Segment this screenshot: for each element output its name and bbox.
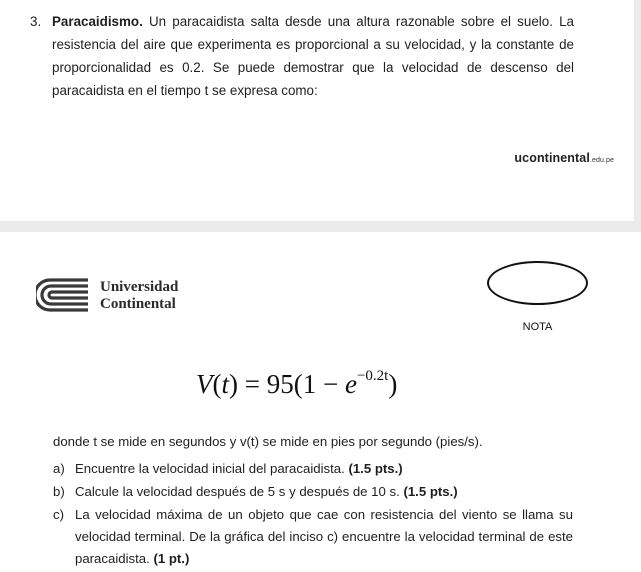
page-top <box>0 0 634 221</box>
question-letter: a) <box>53 461 65 476</box>
formula-e: e <box>344 369 357 399</box>
question-points: (1.5 pts.) <box>403 484 458 499</box>
formula-equals: = 95(1 − <box>244 369 339 399</box>
grade-box <box>487 261 588 305</box>
question-text: La velocidad máxima de un objeto que cae con resistencia del viento se llama su velocidad terminal. De la gráfica del inciso c) encuentre la velocidad terminal de este paracaidista. <box>75 507 573 566</box>
question-item-b <box>53 481 573 503</box>
question-item-c <box>53 504 573 570</box>
question-item-a <box>53 458 573 480</box>
university-name <box>100 279 178 313</box>
question-letter: b) <box>53 484 65 499</box>
velocity-formula: $V(t) = 95(1 - e^{-0.2t})$ <box>196 368 398 399</box>
question-points: (1.5 pts.) <box>348 461 403 476</box>
university-name-line1: Universidad <box>100 279 179 295</box>
formula-function: V <box>196 369 213 399</box>
formula-variable: t <box>221 369 230 399</box>
university-name-line2: Continental <box>100 296 176 312</box>
formula-exponent: −0.2t <box>356 368 389 384</box>
footer-brand-domain: .edu.pe <box>589 157 614 164</box>
page-bottom <box>0 232 641 572</box>
formula-explanation: donde t se mide en segundos y v(t) se mide en pies por segundo (pies/s). <box>53 434 483 449</box>
problem-statement <box>30 10 574 102</box>
question-points: (1 pt.) <box>153 551 190 566</box>
problem-number: 3. <box>30 14 42 29</box>
problem-body <box>52 10 574 102</box>
footer-brand <box>514 151 614 165</box>
footer-brand-name: ucontinental <box>514 151 590 165</box>
grade-label: NOTA <box>522 321 553 333</box>
question-letter: c) <box>53 507 64 522</box>
question-list <box>53 458 573 571</box>
question-text: Encuentre la velocidad inicial del paracaidista. <box>75 461 345 476</box>
university-logo-icon <box>36 277 90 313</box>
problem-text: Un paracaidista salta desde una altura razonable sobre el suelo. La resistencia del aire que experimenta es proporcional a su velocidad, y la constante de proporcionalidad es 0.2. Se puede demostrar que la velocidad de descenso del paracaidista en el tiempo t se expresa como: <box>52 14 574 98</box>
formula-close: ) <box>388 369 398 399</box>
problem-title: Paracaidismo. <box>52 14 143 29</box>
question-text: Calcule la velocidad después de 5 s y después de 10 s. <box>75 484 400 499</box>
